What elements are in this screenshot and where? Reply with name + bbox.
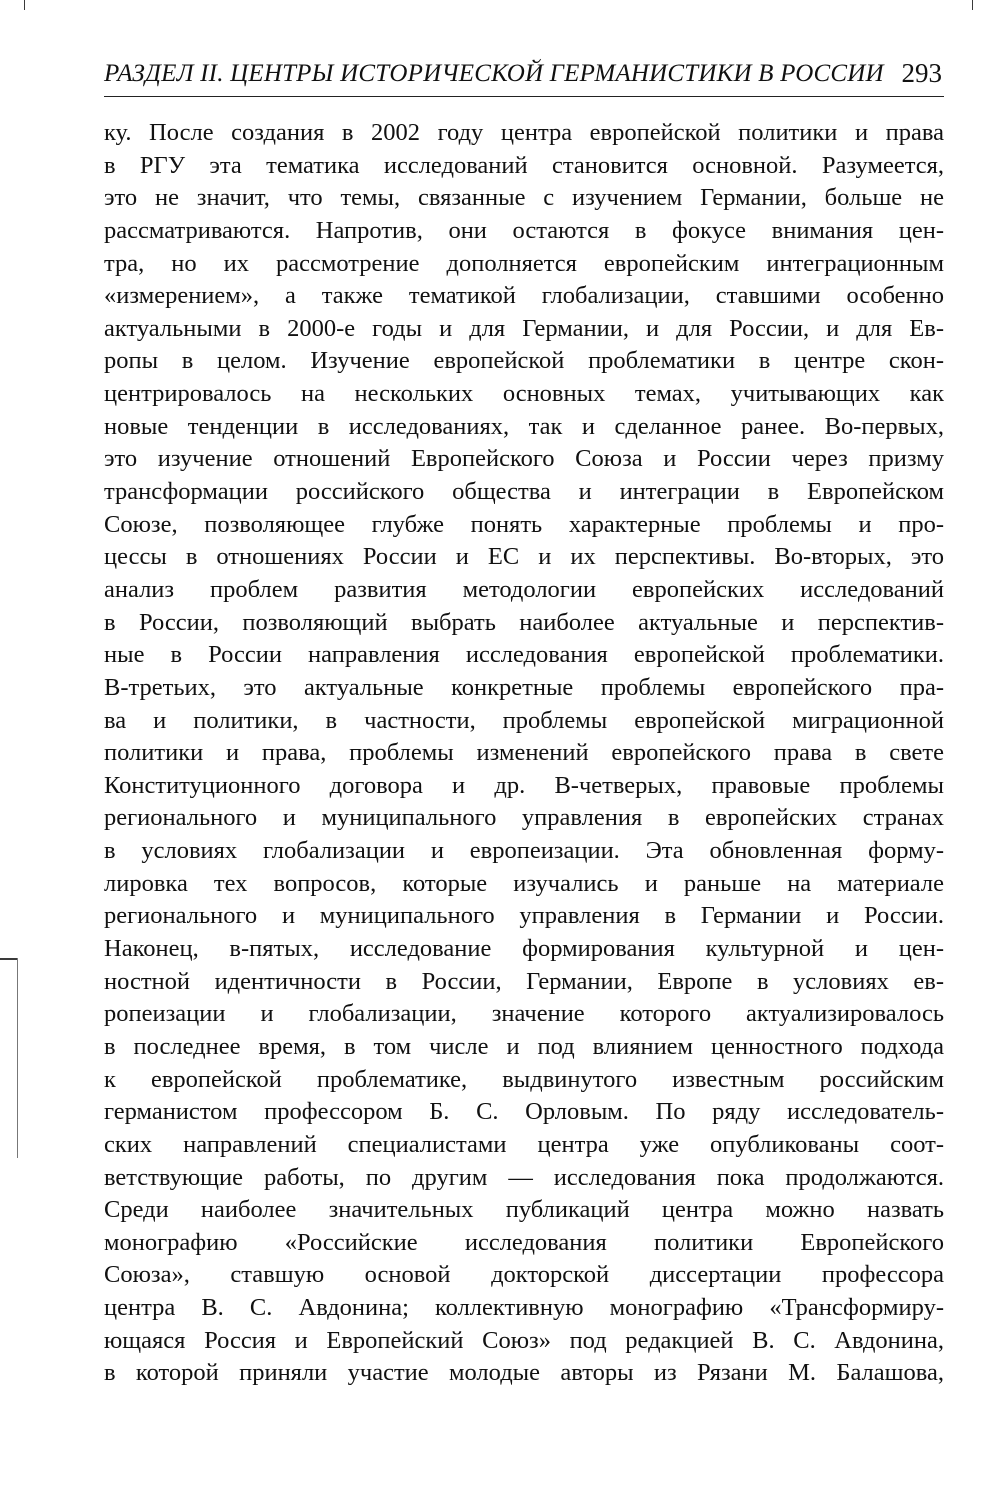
text-line: ропеизации и глобализации, значение которого актуализировалось xyxy=(104,1000,944,1028)
text-line: ропы в целом. Изучение европейской проблематики в центре скон- xyxy=(104,347,944,375)
text-line: цессы в отношениях России и ЕС и их перспективы. Во-вторых, это xyxy=(104,543,944,571)
text-line: ских направлений специалистами центра уже опубликованы соот- xyxy=(104,1130,944,1158)
text-line: в которой приняли участие молодые авторы из Рязани М. Балашова, xyxy=(104,1359,944,1387)
text-line: регионального и муниципального управления в европейских странах xyxy=(104,804,944,832)
text-line: анализ проблем развития методологии европейских исследований xyxy=(104,575,944,603)
scan-edge-mark-left xyxy=(0,958,18,960)
text-line: рассматриваются. Напротив, они остаются в фокусе внимания цен- xyxy=(104,216,944,244)
text-line: ку. После создания в 2002 году центра европейской политики и права xyxy=(104,119,944,146)
scan-edge-line-left xyxy=(17,958,18,1158)
running-header xyxy=(104,58,944,97)
text-line: Среди наиболее значительных публикаций центра можно назвать xyxy=(104,1196,944,1224)
text-line: новые тенденции в исследованиях, так и сделанное ранее. Во-первых, xyxy=(104,412,944,440)
text-line: в последнее время, в том числе и под влиянием ценностного подхода xyxy=(104,1032,944,1060)
text-line: регионального и муниципального управления в Германии и России. xyxy=(104,902,944,930)
text-line: центра В. С. Авдонина; коллективную монографию «Трансформиру- xyxy=(104,1294,944,1322)
text-line: Наконец, в-пятых, исследование формирования культурной и цен- xyxy=(104,935,944,963)
text-line: Конституционного договора и др. В-четверых, правовые проблемы xyxy=(104,771,944,799)
body-text xyxy=(104,117,944,1390)
text-line: в РГУ эта тематика исследований становится основной. Разумеется, xyxy=(104,151,944,179)
text-line: это не значит, что темы, связанные с изучением Германии, больше не xyxy=(104,184,944,212)
text-line: В-третьих, это актуальные конкретные проблемы европейского пра- xyxy=(104,673,944,701)
text-line: в условиях глобализации и европеизации. Эта обновленная форму- xyxy=(104,837,944,865)
text-line: Союза», ставшую основой докторской диссертации профессора xyxy=(104,1261,944,1289)
text-line: политики и права, проблемы изменений европейского права в свете xyxy=(104,739,944,767)
text-line: Союзе, позволяющее глубже понять характерные проблемы и про- xyxy=(104,510,944,538)
text-line: монографию «Российские исследования политики Европейского xyxy=(104,1228,944,1256)
text-line: «измерением», а также тематикой глобализации, ставшими особенно xyxy=(104,282,944,310)
text-line: в России, позволяющий выбрать наиболее актуальные и перспектив- xyxy=(104,608,944,636)
text-line: трансформации российского общества и интеграции в Европейском xyxy=(104,478,944,506)
text-line: центрировалось на нескольких основных темах, учитывающих как xyxy=(104,380,944,408)
text-line: к европейской проблематике, выдвинутого известным российским xyxy=(104,1065,944,1093)
scan-edge-mark-top xyxy=(24,0,25,10)
running-header-title: РАЗДЕЛ II. ЦЕНТРЫ ИСТОРИЧЕСКОЙ ГЕРМАНИСТИКИ В РОССИИ xyxy=(104,60,884,87)
text-line: ностной идентичности в России, Германии, Европе в условиях ев- xyxy=(104,967,944,995)
text-line: тра, но их рассмотрение дополняется европейским интеграционным xyxy=(104,249,944,277)
text-line: лировка тех вопросов, которые изучались и раньше на материале xyxy=(104,869,944,897)
text-line: ветствующие работы, по другим — исследования пока продолжаются. xyxy=(104,1163,944,1191)
text-line: германистом профессором Б. С. Орловым. По ряду исследователь- xyxy=(104,1098,944,1126)
page-number: 293 xyxy=(901,58,942,88)
text-line: ва и политики, в частности, проблемы европейской миграционной xyxy=(104,706,944,734)
text-line: ные в России направления исследования европейской проблематики. xyxy=(104,641,944,669)
scan-edge-mark-top-right xyxy=(972,0,973,10)
text-line: актуальными в 2000-е годы и для Германии, и для России, и для Ев- xyxy=(104,314,944,342)
text-line: это изучение отношений Европейского Союза и России через призму xyxy=(104,445,944,473)
text-line: ющаяся Россия и Европейский Союз» под редакцией В. С. Авдонина, xyxy=(104,1326,944,1354)
